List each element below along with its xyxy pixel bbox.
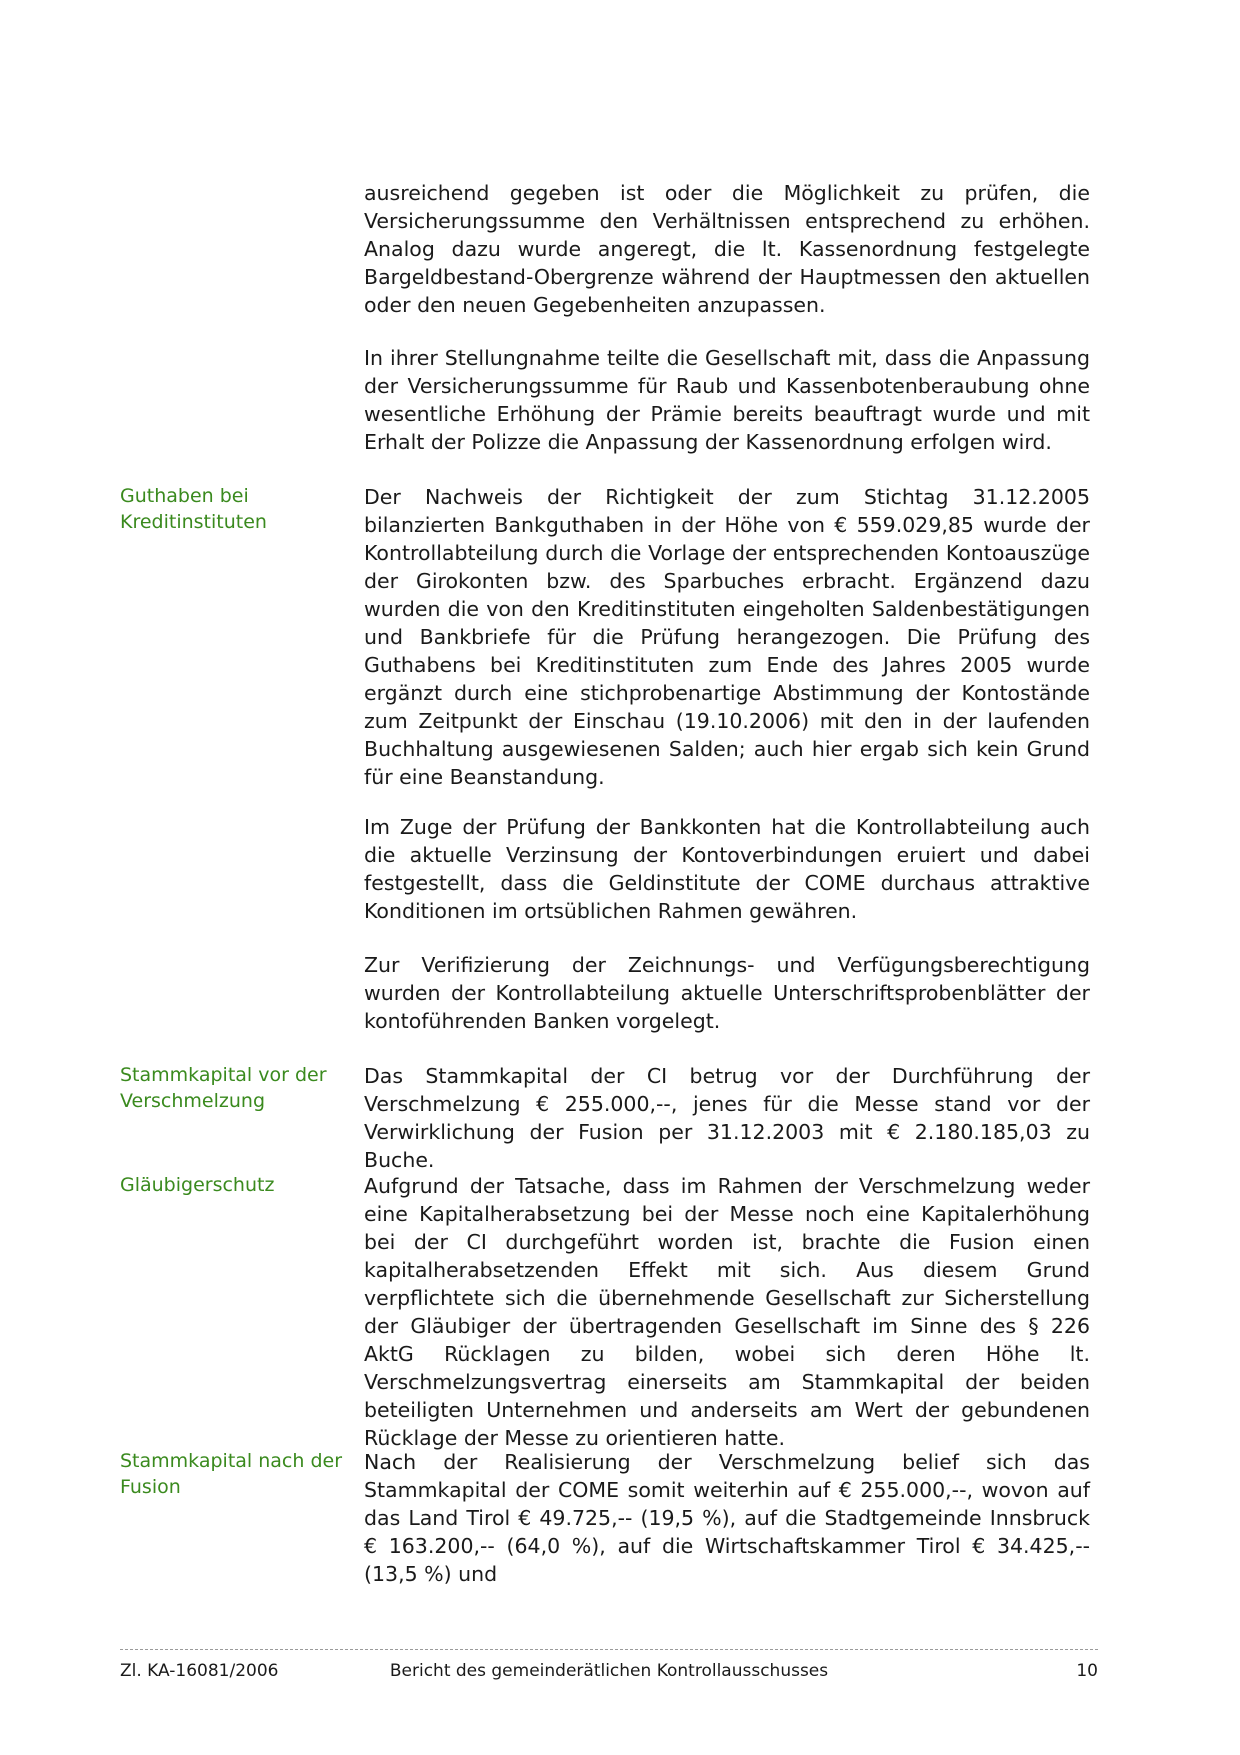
footer-divider [120,1649,1098,1650]
paragraph-text: Der Nachweis der Richtigkeit der zum Stichtag 31.12.2005 bilanzierten Bankguthaben in der Höhe von € 559.029,85 wurde der Kontrollabteilung durch die Vorlage der entsprechenden Kontoauszüge der Girokonten bzw. des Sparbuches erbracht. Ergänzend dazu wurden die von den Kreditinstituten eingeholten Saldenbestätigungen und Bankbriefe für die Prüfung herangezogen. Die Prüfung des Guthabens bei Kreditinstituten zum Ende des Jahres 2005 wurde ergänzt durch eine stichprobenartige Abstimmung der Kontostände zum Zeitpunkt der Einschau (19.10.2006) mit den in der laufenden Buchhaltung ausgewiesenen Salden; auch hier ergab sich kein Grund für eine Beanstandung. [364,485,1090,789]
margin-heading: Gläubigerschutz [120,1174,275,1196]
footer-title: Bericht des gemeinderätlichen Kontrollausschusses [389,1661,829,1681]
margin-heading: Stammkapital vor der Verschmelzung [120,1064,327,1112]
paragraph-text: In ihrer Stellungnahme teilte die Gesellschaft mit, dass die Anpassung der Versicherungssumme für Raub und Kassenbotenberaubung ohne wesentliche Erhöhung der Prämie bereits beauftragt wurde und mit Erhalt der Polizze die Anpassung der Kassenordnung erfolgen wird. [364,346,1090,454]
paragraph-text: Zur Verifizierung der Zeichnungs- und Verfügungsberechtigung wurden der Kontrollabteilung aktuelle Unterschriftsprobenblätter der kontoführenden Banken vorgelegt. [364,953,1090,1033]
margin-heading: Guthaben bei Kreditinstituten [120,485,267,533]
footer-reference: Zl. KA-16081/2006 [120,1661,279,1681]
paragraph-text: Aufgrund der Tatsache, dass im Rahmen der Verschmelzung weder eine Kapitalherabsetzung bei der Messe noch eine Kapitalerhöhung bei der CI durchgeführt worden ist, brachte die Fusion einen kapitalherabsetzenden Effekt mit sich. Aus diesem Grund verpflichtete sich die übernehmende Gesellschaft zur Sicherstellung der Gläubiger der übertragenden Gesellschaft im Sinne des § 226 AktG Rücklagen zu bilden, wobei sich deren Höhe lt. Verschmelzungsvertrag einerseits am Stammkapital der beiden beteiligten Unternehmen und anderseits am Wert der gebundenen Rücklage der Messe zu orientieren hatte. [364,1174,1090,1450]
paragraph-text: Im Zuge der Prüfung der Bankkonten hat die Kontrollabteilung auch die aktuelle Verzinsung der Kontoverbindungen eruiert und dabei festgestellt, dass die Geldinstitute der COME durchaus attraktive Konditionen im ortsüblichen Rahmen gewähren. [364,815,1090,923]
paragraph-text: Nach der Realisierung der Verschmelzung belief sich das Stammkapital der COME somit weiterhin auf € 255.000,--, wovon auf das Land Tirol € 49.725,-- (19,5 %), auf die Stadtgemeinde Innsbruck € 163.200,-- (64,0 %), auf die Wirtschaftskammer Tirol € 34.425,-- (13,5 %) und [364,1450,1090,1586]
margin-heading: Stammkapital nach der Fusion [120,1450,343,1498]
page-number: 10 [1076,1661,1098,1681]
paragraph-text: ausreichend gegeben ist oder die Möglichkeit zu prüfen, die Versicherungssumme den Verhältnissen entsprechend zu erhöhen. Analog dazu wurde angeregt, die lt. Kassenordnung festgelegte Bargeldbestand-Obergrenze während der Hauptmessen den aktuellen oder den neuen Gegebenheiten anzupassen. [364,181,1090,317]
paragraph-text: Das Stammkapital der CI betrug vor der Durchführung der Verschmelzung € 255.000,--, jenes für die Messe stand vor der Verwirklichung der Fusion per 31.12.2003 mit € 2.180.185,03 zu Buche. [364,1064,1090,1172]
